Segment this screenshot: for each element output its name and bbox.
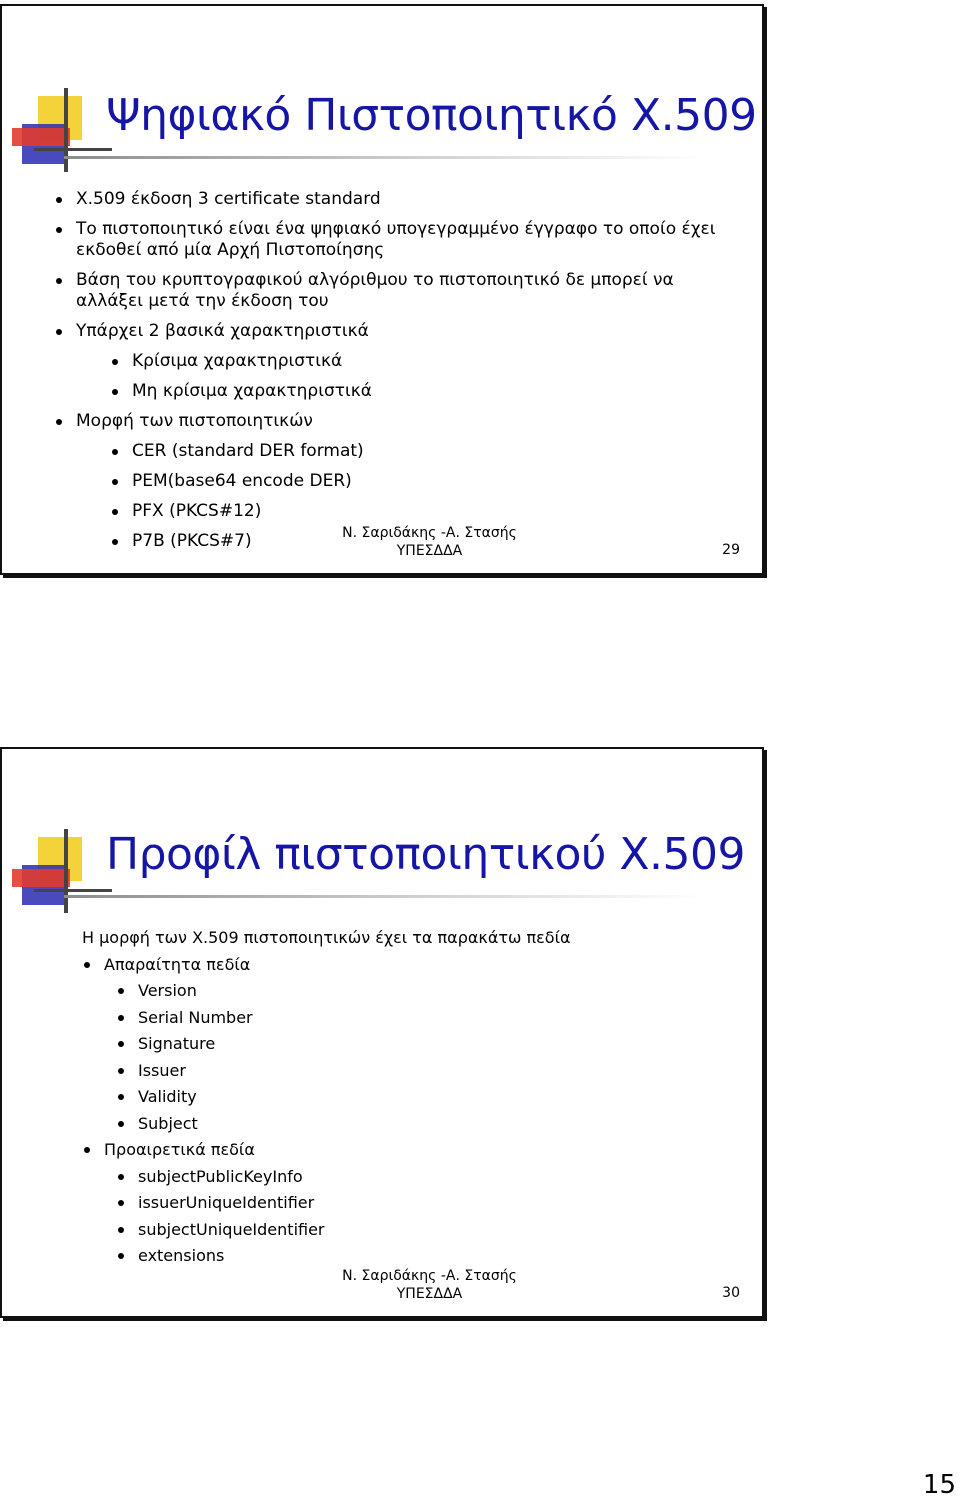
sub-bullet-item: Κρίσιμα χαρακτηριστικά: [110, 351, 742, 372]
slide-logo-icon: [12, 827, 112, 917]
sub-bullet-item: CER (standard DER format): [110, 441, 742, 462]
sub-bullet-item: PFX (PKCS#12): [110, 501, 742, 522]
bullet-text: Μορφή των πιστοποιητικών: [76, 411, 313, 431]
slide-29: [0, 4, 764, 575]
sub-bullet-item: P7B (PKCS#7): [110, 531, 742, 552]
sub-bullet-item: Issuer: [116, 1058, 742, 1085]
bullet-item-required: [82, 952, 742, 1138]
sub-bullet-list: [104, 978, 742, 1137]
page-number: 15: [922, 1470, 956, 1500]
footer-author: Ν. Σαριδάκης -Α. Στασής: [342, 525, 517, 541]
bullet-item: Το πιστοποιητικό είναι ένα ψηφιακό υπογεγραμμένο έγγραφο το οποίο έχει εκδοθεί από μία Αρχή Πιστοποίησης: [54, 219, 742, 261]
intro-text: Η μορφή των Χ.509 πιστοποιητικών έχει τα παρακάτω πεδία: [82, 928, 571, 947]
footer-author: Ν. Σαριδάκης -Α. Στασής: [342, 1268, 517, 1284]
slide-logo-icon: [12, 86, 112, 176]
sub-bullet-list: [76, 351, 742, 402]
slide-footer: [302, 524, 557, 560]
slide-number: 30: [722, 1285, 740, 1301]
bullet-text: Απαραίτητα πεδία: [104, 954, 251, 974]
footer-org: ΥΠΕΣΔΔΑ: [396, 1286, 463, 1302]
slide-title: Ψηφιακό Πιστοποιητικό Χ.509: [106, 90, 757, 141]
bullet-item-features: [54, 321, 742, 402]
slide-bullet-list: [54, 189, 742, 561]
title-divider: [64, 156, 704, 159]
bullet-text: Υπάρχει 2 βασικά χαρακτηριστικά: [76, 321, 369, 341]
sub-bullet-item: issuerUniqueIdentifier: [116, 1190, 742, 1217]
bullet-text: Προαιρετικά πεδία: [104, 1140, 255, 1159]
slide-title: Προφίλ πιστοποιητικού Χ.509: [106, 829, 746, 880]
slide-30: [0, 747, 764, 1318]
slide-footer: [302, 1267, 557, 1303]
bullet-item: Βάση του κρυπτογραφικού αλγόριθμου το πιστοποιητικό δε μπορεί να αλλάξει μετά την έκδοση του: [54, 270, 742, 312]
title-divider: [64, 895, 704, 898]
sub-bullet-item: Μη κρίσιμα χαρακτηριστικά: [110, 381, 742, 402]
sub-bullet-item: PEM(base64 encode DER): [110, 471, 742, 492]
slide-bullet-list: [82, 925, 742, 1270]
sub-bullet-item: Validity: [116, 1084, 742, 1111]
sub-bullet-list: [104, 1164, 742, 1270]
sub-bullet-item: Subject: [116, 1111, 742, 1138]
sub-bullet-item: Version: [116, 978, 742, 1005]
sub-bullet-item: subjectUniqueIdentifier: [116, 1217, 742, 1244]
sub-bullet-item: subjectPublicKeyInfo: [116, 1164, 742, 1191]
slide-number: 29: [722, 542, 740, 558]
sub-bullet-item: Signature: [116, 1031, 742, 1058]
bullet-item: Χ.509 έκδοση 3 certificate standard: [54, 189, 742, 210]
sub-bullet-item: Serial Number: [116, 1005, 742, 1032]
bullet-item-optional: [82, 1137, 742, 1270]
sub-bullet-item: extensions: [116, 1243, 742, 1270]
footer-org: ΥΠΕΣΔΔΑ: [396, 543, 463, 559]
